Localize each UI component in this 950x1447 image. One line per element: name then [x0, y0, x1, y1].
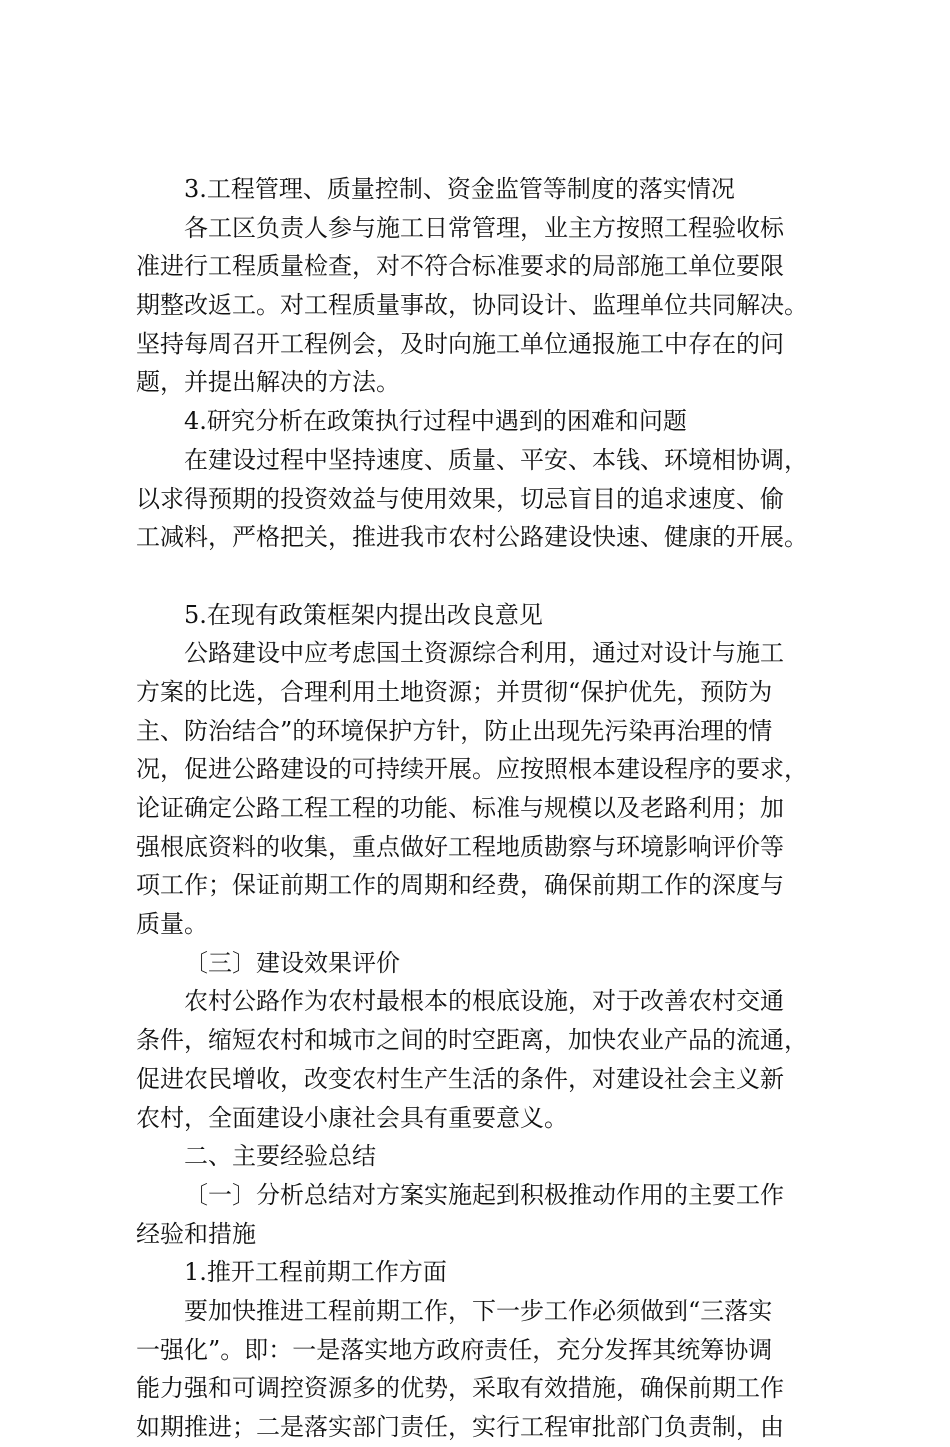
paragraph-line: 公路建设中应考虑国土资源综合利用，通过对设计与施工: [184, 639, 784, 668]
paragraph-line: 以求得预期的投资效益与使用效果，切忌盲目的追求速度、偷: [136, 484, 784, 513]
heading-5: 5.在现有政策框架内提出改良意见: [184, 600, 543, 629]
paragraph-line: 项工作；保证前期工作的周期和经费，确保前期工作的深度与: [136, 871, 784, 900]
blank-line: [136, 557, 846, 596]
paragraph-line: 如期推进；二是落实部门责任，实行工程审批部门负责制，由: [136, 1413, 784, 1441]
paragraph-line: 题，并提出解决的方法。: [136, 368, 400, 397]
paragraph-line: 期整改返工。对工程质量事故，协同设计、监理单位共同解决。: [136, 291, 808, 320]
subsection-heading-1: 〔一〕分析总结对方案实施起到积极推动作用的主要工作: [184, 1180, 784, 1209]
document-page: [136, 170, 846, 1447]
paragraph-line: 农村公路作为农村最根本的根底设施，对于改善农村交通: [184, 987, 784, 1016]
heading-1: 1.推开工程前期工作方面: [184, 1258, 447, 1287]
section-heading-2: 二、主要经验总结: [184, 1142, 376, 1171]
paragraph-line: 条件，缩短农村和城市之间的时空距离，加快农业产品的流通，: [136, 1026, 808, 1055]
paragraph-line: 要加快推进工程前期工作，下一步工作必须做到“三落实: [184, 1296, 773, 1325]
paragraph-line: 主、防治结合”的环境保护方针，防止出现先污染再治理的情: [136, 716, 773, 745]
paragraph-line: 况，促进公路建设的可持续开展。应按照根本建设程序的要求，: [136, 755, 808, 784]
heading-3: 3.工程管理、质量控制、资金监管等制度的落实情况: [184, 175, 735, 203]
paragraph-line: 一强化”。即：一是落实地方政府责任，充分发挥其统筹协调: [136, 1335, 773, 1364]
paragraph-line: 各工区负责人参与施工日常管理，业主方按照工程验收标: [184, 213, 784, 242]
heading-4: 4.研究分析在政策执行过程中遇到的困难和问题: [184, 407, 687, 436]
paragraph-line: 强根底资料的收集，重点做好工程地质勘察与环境影响评价等: [136, 832, 784, 861]
paragraph-line: 质量。: [136, 910, 208, 939]
paragraph-line: 方案的比选，合理利用土地资源；并贯彻“保护优先，预防为: [136, 677, 773, 706]
section-heading-3: 〔三〕建设效果评价: [184, 948, 400, 977]
paragraph-line: 准进行工程质量检查，对不符合标准要求的局部施工单位要限: [136, 252, 784, 281]
paragraph-line: 农村，全面建设小康社会具有重要意义。: [136, 1103, 568, 1132]
subsection-heading-continued: 经验和措施: [136, 1219, 256, 1248]
paragraph-line: 坚持每周召开工程例会，及时向施工单位通报施工中存在的问: [136, 329, 784, 358]
paragraph-line: 论证确定公路工程工程的功能、标准与规模以及老路利用；加: [136, 794, 784, 822]
paragraph-line: 工减料，严格把关，推进我市农村公路建设快速、健康的开展。: [136, 523, 808, 552]
paragraph-line: 在建设过程中坚持速度、质量、平安、本钱、环境相协调，: [184, 445, 808, 474]
paragraph-line: 促进农民增收，改变农村生产生活的条件，对建设社会主义新: [136, 1064, 784, 1093]
paragraph-line: 能力强和可调控资源多的优势，采取有效措施，确保前期工作: [136, 1374, 784, 1403]
